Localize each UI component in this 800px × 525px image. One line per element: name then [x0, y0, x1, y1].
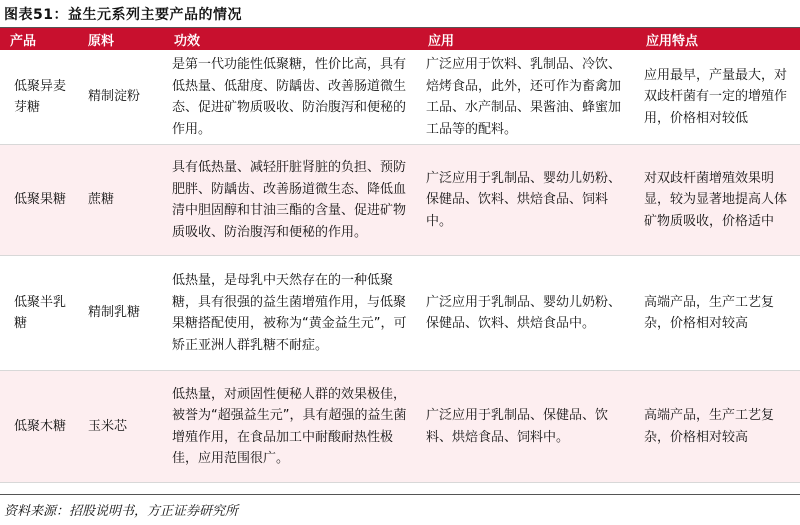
header-feature: 应用特点: [636, 28, 800, 50]
products-table: [0, 28, 800, 483]
source-note-bar: [0, 494, 800, 525]
cell-feature: 应用最早，产量最大，对双歧杆菌有一定的增殖作用，价格相对较低: [636, 50, 800, 145]
header-application: 应用: [418, 28, 636, 50]
table-header-row: [0, 28, 800, 50]
table-row: [0, 50, 800, 145]
cell-feature: 高端产品，生产工艺复杂，价格相对较高: [636, 256, 800, 371]
cell-effect: 具有低热量、减轻肝脏肾脏的负担、预防肥胖、防龋齿、改善肠道微生态、降低血清中胆固醇和甘油三酯的含量、促进矿物质吸收、防治腹泻和便秘的作用。: [164, 145, 418, 256]
header-product: 产品: [0, 28, 78, 50]
cell-material: 蔗糖: [78, 145, 164, 256]
cell-feature: 高端产品，生产工艺复杂，价格相对较高: [636, 371, 800, 483]
cell-material: 精制乳糖: [78, 256, 164, 371]
cell-effect: 低热量，是母乳中天然存在的一种低聚糖，具有很强的益生菌增殖作用，与低聚果糖搭配使用，被称为“黄金益生元”，可矫正亚洲人群乳糖不耐症。: [164, 256, 418, 371]
cell-product: 低聚半乳糖: [0, 256, 78, 371]
cell-material: 精制淀粉: [78, 50, 164, 145]
table-row: [0, 371, 800, 483]
cell-product: 低聚异麦芽糖: [0, 50, 78, 145]
cell-effect: 低热量，对顽固性便秘人群的效果极佳，被誉为“超强益生元”，具有超强的益生菌增殖作用，在食品加工中耐酸耐热性极佳，应用范围很广。: [164, 371, 418, 483]
table-row: [0, 256, 800, 371]
figure-title-bar: [0, 0, 800, 28]
cell-application: 广泛应用于乳制品、婴幼儿奶粉、保健品、饮料、烘焙食品中。: [418, 256, 636, 371]
cell-effect: 是第一代功能性低聚糖，性价比高，具有低热量、低甜度、防龋齿、改善肠道微生态、促进矿物质吸收、防治腹泻和便秘的作用。: [164, 50, 418, 145]
cell-application: 广泛应用于饮料、乳制品、冷饮、焙烤食品，此外，还可作为畜禽加工品、水产制品、果酱油、蜂蜜加工品等的配料。: [418, 50, 636, 145]
source-note: 资料来源：招股说明书，方正证券研究所: [4, 504, 239, 519]
cell-feature: 对双歧杆菌增殖效果明显，较为显著地提高人体矿物质吸收，价格适中: [636, 145, 800, 256]
figure-title: 图表51：益生元系列主要产品的情况: [4, 7, 242, 23]
header-effect: 功效: [164, 28, 418, 50]
cell-product: 低聚木糖: [0, 371, 78, 483]
cell-application: 广泛应用于乳制品、保健品、饮料、烘焙食品、饲料中。: [418, 371, 636, 483]
header-material: 原料: [78, 28, 164, 50]
cell-product: 低聚果糖: [0, 145, 78, 256]
cell-application: 广泛应用于乳制品、婴幼儿奶粉、保健品、饮料、烘焙食品、饲料中。: [418, 145, 636, 256]
cell-material: 玉米芯: [78, 371, 164, 483]
table-row: [0, 145, 800, 256]
